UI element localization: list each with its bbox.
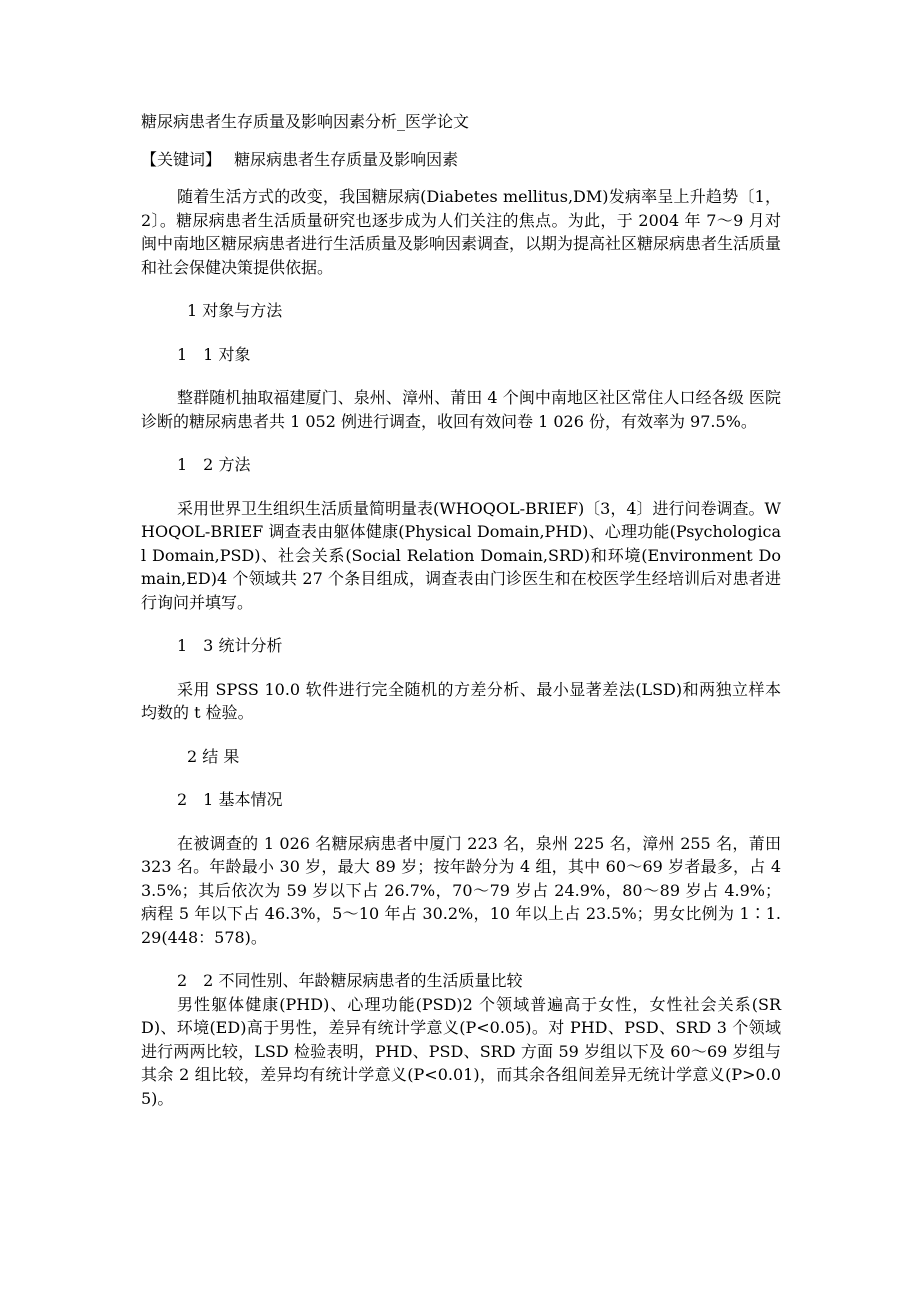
section-2-heading: 2 结 果 bbox=[187, 746, 240, 766]
section-1-1-paragraph: 整群随机抽取福建厦门、泉州、漳州、莆田 4 个闽中南地区社区常住人口经各级 医院 诊断的糖尿病患者共 1 052 例进行调查，收回有效问卷 1 026 份，有效率为 97.5%。 bbox=[141, 388, 781, 431]
section-1-2-heading: 1 2 方法 bbox=[177, 455, 251, 474]
section-1-3-heading: 1 3 统计分析 bbox=[177, 636, 283, 655]
keywords-label: 【关键词】 bbox=[141, 149, 222, 169]
section-1-heading: 1 对象与方法 bbox=[187, 301, 283, 320]
keywords-line bbox=[141, 148, 781, 172]
section-2-2-heading: 2 2 不同性别、年龄糖尿病患者的生活质量比较 bbox=[177, 971, 523, 990]
section-2-1-heading: 2 1 基本情况 bbox=[177, 790, 283, 809]
intro-paragraph: 随着生活方式的改变，我国糖尿病(Diabetes mellitus,DM)发病率呈上升趋势〔1，2〕。糖尿病患者生活质量研究也逐步成为人们关注的焦点。为此，于 2004 年 7～9 月对闽中南地区糖尿病患者进行生活质量及影响因素调查，以期为提高社区糖尿病患者生活质量和社会保健决策提供依据。 bbox=[141, 187, 782, 277]
section-1-2-paragraph: 采用世界卫生组织生活质量简明量表(WHOQOL-BRIEF)〔3，4〕进行问卷调查。WHOQOL-BRIEF 调查表由躯体健康(Physical Domain,PHD)、心理功能(Psychological Domain,PSD)、社会关系(Social Relation Domain,SRD)和环境(Environment Domain,ED)4 个领域共 27 个条目组成，调查表由门诊医生和在校医学生经培训后对患者进行询问并填写。 bbox=[141, 498, 781, 612]
section-1-1-heading: 1 1 对象 bbox=[177, 344, 251, 364]
document-title: 糖尿病患者生存质量及影响因素分析_医学论文 bbox=[141, 112, 470, 131]
keywords-text: 糖尿病患者生存质量及影响因素 bbox=[234, 149, 459, 169]
section-2-2-paragraph: 男性躯体健康(PHD)、心理功能(PSD)2 个领域普遍高于女性，女性社会关系(SRD)、环境(ED)高于男性，差异有统计学意义(P<0.05)。对 PHD、PSD、SRD 3 个领域进行两两比较，LSD 检验表明，PHD、PSD、SRD 方面 59 岁组以下及 60～69 岁组与其余 2 组比较，差异均有统计学意义(P<0.01)，而其余各组间差异无统计学意义(P>0.05)。 bbox=[141, 994, 781, 1108]
document-page bbox=[141, 110, 781, 1110]
section-1-3-paragraph: 采用 SPSS 10.0 软件进行完全随机的方差分析、最小显著差法(LSD)和两独立样本均数的 t 检验。 bbox=[141, 679, 781, 722]
section-2-1-paragraph: 在被调查的 1 026 名糖尿病患者中厦门 223 名，泉州 225 名，漳州 255 名，莆田 323 名。年龄最小 30 岁，最大 89 岁；按年龄分为 4 组，其中 60～69 岁者最多，占 43.5%；其后依次为 59 岁以下占 26.7%，70～79 岁占 24.9%，80～89 岁占 4.9%；病程 5 年以下占 46.3%，5～10 年占 30.2%，10 年以上占 23.5%；男女比例为 1∶1.29(448：578)。 bbox=[141, 833, 781, 947]
